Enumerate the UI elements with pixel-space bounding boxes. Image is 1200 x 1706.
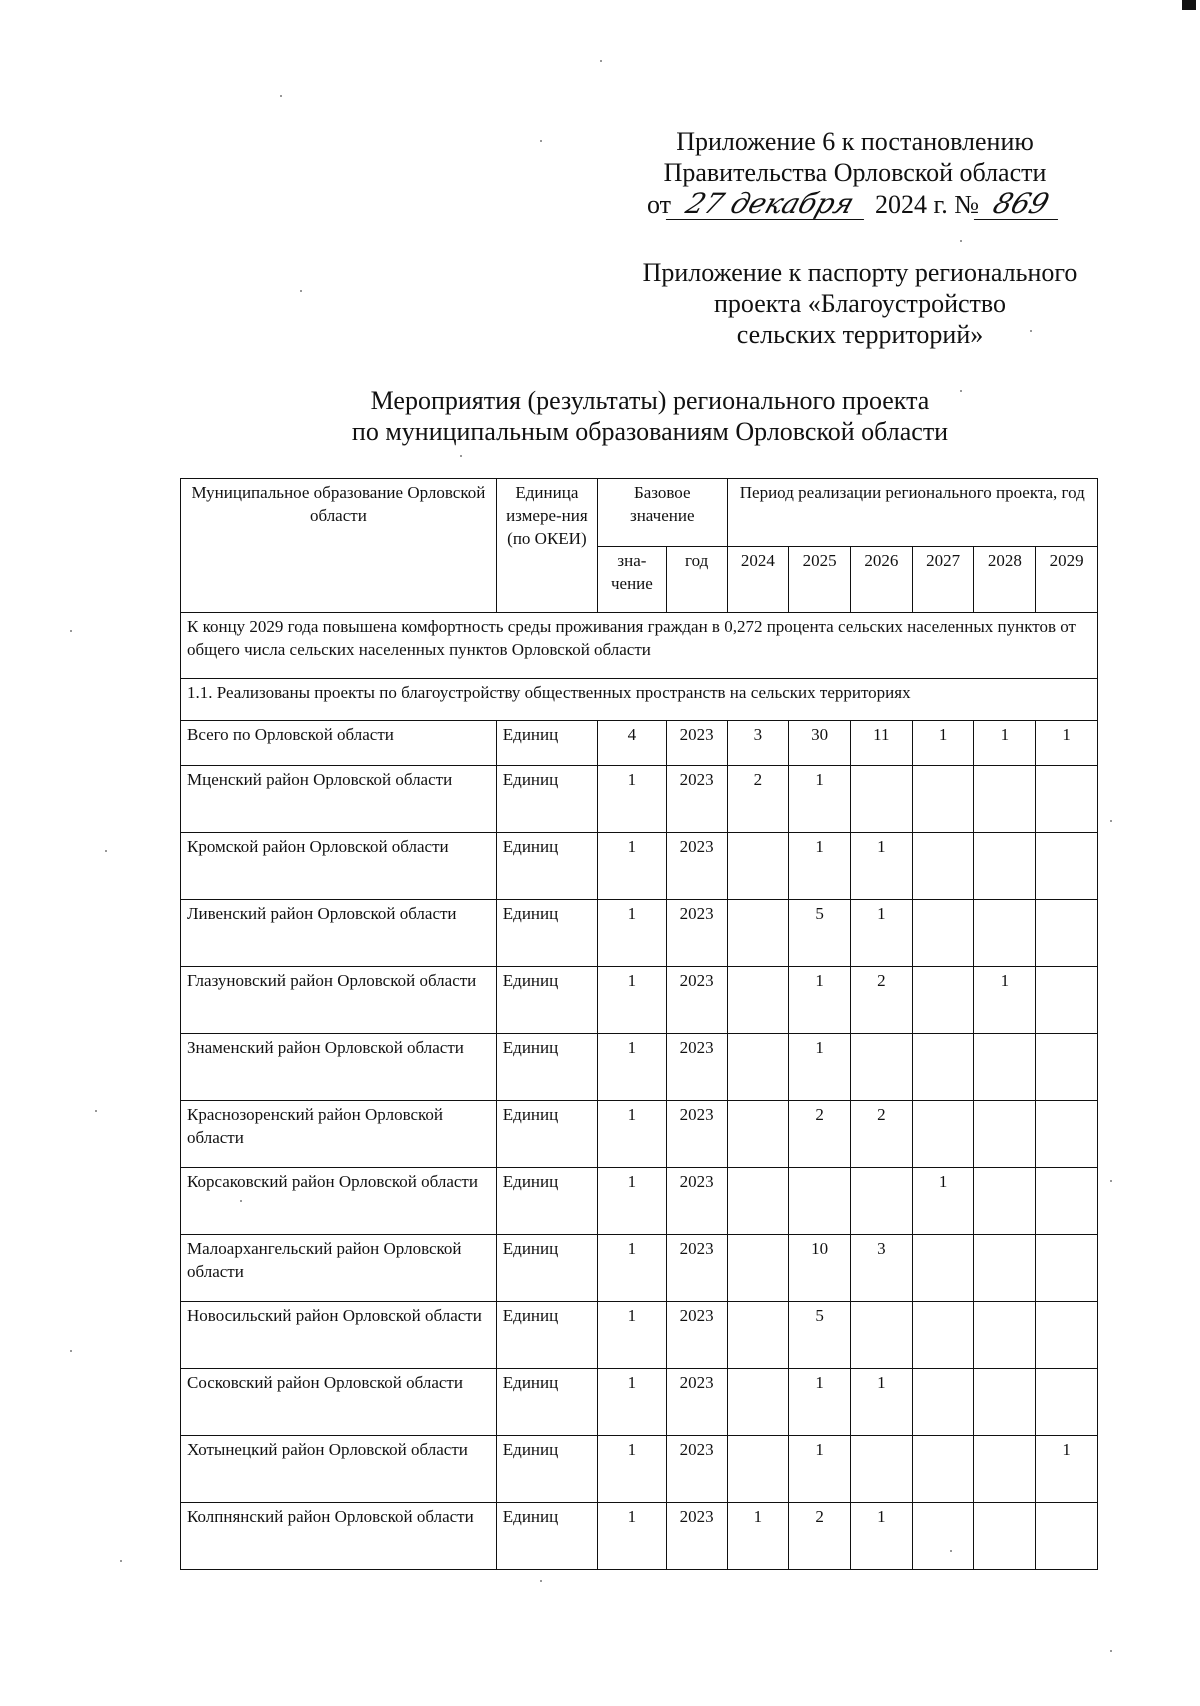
handwritten-number: 869 bbox=[974, 188, 1068, 220]
cell-y2027 bbox=[912, 833, 974, 900]
cell-y2027 bbox=[912, 1436, 974, 1503]
cell-y2026: 1 bbox=[850, 1369, 912, 1436]
date-year: 2024 г. № bbox=[874, 190, 980, 219]
cell-y2028 bbox=[974, 1369, 1036, 1436]
cell-unit: Единиц bbox=[496, 1034, 597, 1101]
cell-unit: Единиц bbox=[496, 1369, 597, 1436]
cell-name: Ливенский район Орловской области bbox=[181, 900, 497, 967]
table-row bbox=[181, 766, 1098, 833]
header-year-2029: 2029 bbox=[1036, 547, 1098, 613]
cell-y2025: 1 bbox=[789, 766, 851, 833]
cell-y2028 bbox=[974, 900, 1036, 967]
scan-speck bbox=[960, 390, 962, 392]
appendix-line-2: Правительства Орловской области bbox=[663, 158, 1047, 187]
cell-base-value: 4 bbox=[597, 721, 666, 766]
cell-y2029 bbox=[1036, 766, 1098, 833]
passport-appendix bbox=[620, 257, 1100, 350]
cell-base-year: 2023 bbox=[666, 1302, 727, 1369]
cell-base-year: 2023 bbox=[666, 1503, 727, 1570]
table-row bbox=[181, 1235, 1098, 1302]
table-row bbox=[181, 900, 1098, 967]
header-year-2027: 2027 bbox=[912, 547, 974, 613]
cell-unit: Единиц bbox=[496, 1503, 597, 1570]
scan-speck bbox=[70, 1350, 72, 1352]
cell-y2027: 1 bbox=[912, 1168, 974, 1235]
cell-y2024 bbox=[727, 967, 789, 1034]
scan-speck bbox=[280, 95, 282, 97]
cell-base-value: 1 bbox=[597, 1302, 666, 1369]
scan-speck bbox=[95, 1110, 97, 1112]
cell-name: Кромской район Орловской области bbox=[181, 833, 497, 900]
cell-y2025: 10 bbox=[789, 1235, 851, 1302]
cell-y2027 bbox=[912, 1302, 974, 1369]
cell-y2029 bbox=[1036, 1369, 1098, 1436]
date-prefix: от bbox=[646, 190, 671, 219]
goal-row: К концу 2029 года повышена комфортность среды проживания граждан в 0,272 процента сельских населенных пунктов от общего числа сельских населенных пунктов Орловской области bbox=[181, 613, 1098, 679]
cell-base-value: 1 bbox=[597, 1369, 666, 1436]
cell-name: Всего по Орловской области bbox=[181, 721, 497, 766]
cell-y2025: 30 bbox=[789, 721, 851, 766]
cell-unit: Единиц bbox=[496, 967, 597, 1034]
cell-y2029 bbox=[1036, 1168, 1098, 1235]
header-year-2024: 2024 bbox=[727, 547, 789, 613]
cell-base-value: 1 bbox=[597, 967, 666, 1034]
cell-y2025: 2 bbox=[789, 1503, 851, 1570]
cell-y2024 bbox=[727, 900, 789, 967]
cell-base-year: 2023 bbox=[666, 1235, 727, 1302]
cell-y2026: 1 bbox=[850, 1503, 912, 1570]
cell-y2029 bbox=[1036, 967, 1098, 1034]
cell-base-year: 2023 bbox=[666, 1101, 727, 1168]
cell-y2029 bbox=[1036, 1101, 1098, 1168]
cell-name: Корсаковский район Орловской области bbox=[181, 1168, 497, 1235]
cell-name: Мценский район Орловской области bbox=[181, 766, 497, 833]
header-municipality: Муниципальное образование Орловской области bbox=[181, 479, 497, 613]
cell-y2024: 1 bbox=[727, 1503, 789, 1570]
cell-y2026: 2 bbox=[850, 967, 912, 1034]
cell-y2027 bbox=[912, 1101, 974, 1168]
cell-base-value: 1 bbox=[597, 1436, 666, 1503]
cell-y2029 bbox=[1036, 833, 1098, 900]
cell-y2027 bbox=[912, 1503, 974, 1570]
cell-y2029 bbox=[1036, 1034, 1098, 1101]
cell-name: Глазуновский район Орловской области bbox=[181, 967, 497, 1034]
scan-corner-mark bbox=[1182, 0, 1196, 10]
scan-speck bbox=[1110, 1180, 1112, 1182]
cell-base-year: 2023 bbox=[666, 900, 727, 967]
cell-base-value: 1 bbox=[597, 900, 666, 967]
table-body bbox=[181, 721, 1098, 1570]
cell-y2028 bbox=[974, 1101, 1036, 1168]
cell-y2027: 1 bbox=[912, 721, 974, 766]
cell-base-year: 2023 bbox=[666, 833, 727, 900]
table-row bbox=[181, 1302, 1098, 1369]
cell-y2024 bbox=[727, 1436, 789, 1503]
scan-speck bbox=[1030, 330, 1032, 332]
cell-y2024 bbox=[727, 1034, 789, 1101]
cell-unit: Единиц bbox=[496, 1168, 597, 1235]
cell-y2027 bbox=[912, 900, 974, 967]
cell-base-year: 2023 bbox=[666, 967, 727, 1034]
table-row bbox=[181, 1168, 1098, 1235]
results-table bbox=[180, 478, 1098, 1570]
document-title bbox=[180, 385, 1120, 447]
cell-unit: Единиц bbox=[496, 1235, 597, 1302]
cell-y2029 bbox=[1036, 900, 1098, 967]
scan-speck bbox=[960, 240, 962, 242]
handwritten-date: 27 декабря bbox=[666, 188, 874, 220]
cell-y2028 bbox=[974, 833, 1036, 900]
passport-line-2: проекта «Благоустройство bbox=[713, 289, 1007, 318]
cell-y2025: 2 bbox=[789, 1101, 851, 1168]
appendix-line-1: Приложение 6 к постановлению bbox=[676, 127, 1034, 156]
cell-y2027 bbox=[912, 1034, 974, 1101]
cell-y2028: 1 bbox=[974, 967, 1036, 1034]
header-period: Период реализации регионального проекта, год bbox=[727, 479, 1097, 547]
passport-line-1: Приложение к паспорту регионального bbox=[642, 258, 1078, 287]
scan-speck bbox=[540, 1580, 542, 1582]
scan-speck bbox=[950, 1550, 952, 1552]
cell-y2029: 1 bbox=[1036, 721, 1098, 766]
cell-y2028 bbox=[974, 1034, 1036, 1101]
header-base-year: год bbox=[666, 547, 727, 613]
cell-y2025: 1 bbox=[789, 1436, 851, 1503]
appendix-header bbox=[620, 126, 1090, 220]
cell-y2028 bbox=[974, 1503, 1036, 1570]
table-row bbox=[181, 833, 1098, 900]
subsection-row: 1.1. Реализованы проекты по благоустройству общественных пространств на сельских территориях bbox=[181, 679, 1098, 721]
table-row bbox=[181, 1369, 1098, 1436]
cell-y2024 bbox=[727, 1101, 789, 1168]
cell-base-year: 2023 bbox=[666, 1034, 727, 1101]
header-unit: Единица измере-ния (по ОКЕИ) bbox=[496, 479, 597, 613]
cell-y2024 bbox=[727, 1302, 789, 1369]
scan-speck bbox=[240, 1200, 242, 1202]
header-year-2025: 2025 bbox=[789, 547, 851, 613]
cell-y2024 bbox=[727, 1369, 789, 1436]
cell-y2028 bbox=[974, 1168, 1036, 1235]
cell-y2025 bbox=[789, 1168, 851, 1235]
cell-y2028 bbox=[974, 1235, 1036, 1302]
cell-y2027 bbox=[912, 1369, 974, 1436]
cell-base-value: 1 bbox=[597, 1101, 666, 1168]
cell-y2024 bbox=[727, 1168, 789, 1235]
cell-y2026: 1 bbox=[850, 900, 912, 967]
cell-base-value: 1 bbox=[597, 833, 666, 900]
scan-speck bbox=[600, 60, 602, 62]
table-row bbox=[181, 1503, 1098, 1570]
cell-y2025: 1 bbox=[789, 967, 851, 1034]
cell-name: Знаменский район Орловской области bbox=[181, 1034, 497, 1101]
cell-y2026 bbox=[850, 1302, 912, 1369]
table-row bbox=[181, 1034, 1098, 1101]
cell-name: Новосильский район Орловской области bbox=[181, 1302, 497, 1369]
cell-y2026: 11 bbox=[850, 721, 912, 766]
cell-name: Хотынецкий район Орловской области bbox=[181, 1436, 497, 1503]
cell-y2026: 2 bbox=[850, 1101, 912, 1168]
cell-name: Краснозоренский район Орловской области bbox=[181, 1101, 497, 1168]
scan-speck bbox=[120, 1560, 122, 1562]
cell-y2027 bbox=[912, 1235, 974, 1302]
cell-y2026 bbox=[850, 1034, 912, 1101]
cell-name: Сосковский район Орловской области bbox=[181, 1369, 497, 1436]
cell-unit: Единиц bbox=[496, 1302, 597, 1369]
table-row bbox=[181, 1101, 1098, 1168]
cell-unit: Единиц bbox=[496, 1101, 597, 1168]
scan-speck bbox=[70, 630, 72, 632]
total-row bbox=[181, 721, 1098, 766]
cell-y2029 bbox=[1036, 1235, 1098, 1302]
cell-y2028 bbox=[974, 1436, 1036, 1503]
header-base-value: зна-чение bbox=[597, 547, 666, 613]
cell-y2026 bbox=[850, 766, 912, 833]
appendix-date-line bbox=[620, 188, 1090, 220]
header-year-2028: 2028 bbox=[974, 547, 1036, 613]
cell-y2025: 1 bbox=[789, 1034, 851, 1101]
cell-base-year: 2023 bbox=[666, 1436, 727, 1503]
header-year-2026: 2026 bbox=[850, 547, 912, 613]
cell-y2025: 1 bbox=[789, 1369, 851, 1436]
cell-base-value: 1 bbox=[597, 1034, 666, 1101]
scan-speck bbox=[300, 290, 302, 292]
cell-y2024: 2 bbox=[727, 766, 789, 833]
cell-y2026: 3 bbox=[850, 1235, 912, 1302]
table-row bbox=[181, 967, 1098, 1034]
cell-base-value: 1 bbox=[597, 766, 666, 833]
cell-y2028 bbox=[974, 1302, 1036, 1369]
cell-y2028: 1 bbox=[974, 721, 1036, 766]
cell-y2024: 3 bbox=[727, 721, 789, 766]
passport-line-3: сельских территорий» bbox=[736, 320, 984, 349]
cell-y2026: 1 bbox=[850, 833, 912, 900]
scan-speck bbox=[1110, 820, 1112, 822]
cell-y2025: 5 bbox=[789, 900, 851, 967]
header-base: Базовое значение bbox=[597, 479, 727, 547]
title-line-2: по муниципальным образованиям Орловской области bbox=[351, 417, 949, 446]
cell-y2026 bbox=[850, 1168, 912, 1235]
cell-y2025: 1 bbox=[789, 833, 851, 900]
cell-y2027 bbox=[912, 967, 974, 1034]
table-row bbox=[181, 1436, 1098, 1503]
scan-speck bbox=[460, 455, 462, 457]
cell-y2028 bbox=[974, 766, 1036, 833]
cell-y2029 bbox=[1036, 1503, 1098, 1570]
title-line-1: Мероприятия (результаты) регионального проекта bbox=[370, 386, 930, 415]
scan-speck bbox=[105, 850, 107, 852]
scan-speck bbox=[1110, 1650, 1112, 1652]
cell-base-value: 1 bbox=[597, 1168, 666, 1235]
cell-y2029 bbox=[1036, 1302, 1098, 1369]
cell-y2024 bbox=[727, 1235, 789, 1302]
cell-base-value: 1 bbox=[597, 1235, 666, 1302]
cell-base-year: 2023 bbox=[666, 766, 727, 833]
cell-unit: Единиц bbox=[496, 721, 597, 766]
scan-speck bbox=[540, 140, 542, 142]
cell-y2025: 5 bbox=[789, 1302, 851, 1369]
cell-unit: Единиц bbox=[496, 900, 597, 967]
cell-unit: Единиц bbox=[496, 1436, 597, 1503]
cell-base-year: 2023 bbox=[666, 1168, 727, 1235]
cell-base-year: 2023 bbox=[666, 1369, 727, 1436]
cell-y2024 bbox=[727, 833, 789, 900]
cell-y2026 bbox=[850, 1436, 912, 1503]
cell-base-value: 1 bbox=[597, 1503, 666, 1570]
cell-name: Колпнянский район Орловской области bbox=[181, 1503, 497, 1570]
cell-unit: Единиц bbox=[496, 833, 597, 900]
cell-base-year: 2023 bbox=[666, 721, 727, 766]
cell-unit: Единиц bbox=[496, 766, 597, 833]
cell-y2027 bbox=[912, 766, 974, 833]
cell-y2029: 1 bbox=[1036, 1436, 1098, 1503]
cell-name: Малоархангельский район Орловской области bbox=[181, 1235, 497, 1302]
